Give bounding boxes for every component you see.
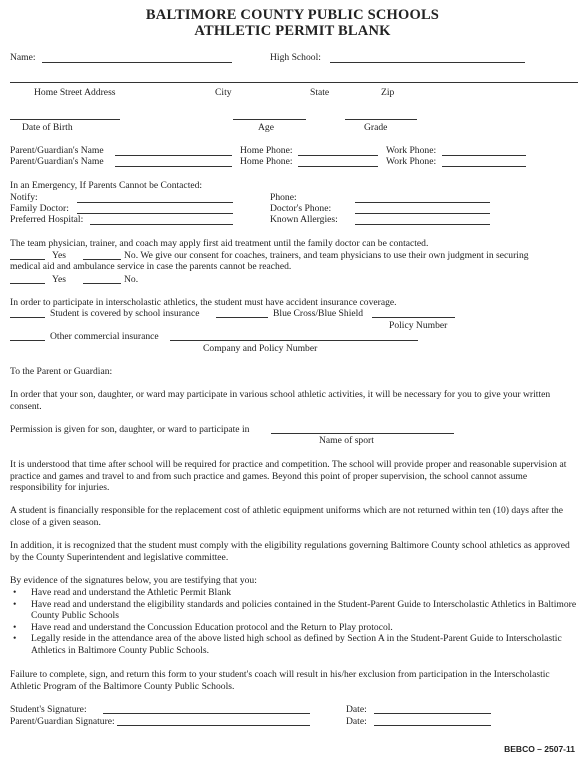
age-field[interactable] [233,119,306,120]
school-insurance-label: Student is covered by school insurance [50,308,200,319]
form-subtitle: ATHLETIC PERMIT BLANK [194,23,391,39]
preferred-hospital-field[interactable] [90,224,233,225]
guardian-2-work-phone-field[interactable] [442,166,526,167]
salutation: To the Parent or Guardian: [10,366,113,377]
emergency-heading: In an Emergency, If Parents Cannot be Contacted: [10,180,203,191]
ambulance-no-label: No. [124,274,139,285]
phone-label: Phone: [270,192,297,203]
form-code: BEBCO – 2507-11 [504,744,575,754]
consent-continuation-text: medical aid and ambulance service in case the parents cannot be reached. [10,261,292,272]
sport-label: Name of sport [319,435,374,446]
notify-label: Notify: [10,192,38,203]
guardian-1-home-phone-field[interactable] [298,155,378,156]
insurance-requirement-text: In order to participate in interscholastic athletics, the student must have accident insurance coverage. [10,297,397,308]
consent-yes-field[interactable] [10,259,45,260]
policy-number-field[interactable] [372,317,455,318]
testimony-item: • Have read and understand the eligibility standards and policies contained in the Student-Parent Guide to Interscholastic Athletics in Baltimore County Public Schools [10,599,580,622]
known-allergies-field[interactable] [355,224,490,225]
grade-field[interactable] [345,119,417,120]
testimony-item: • Legally reside in the attendance area of the above listed high school as defined by Section A in the Student-Parent Guide to Interscholastic Athletics in Baltimore County Public Schools. [10,633,580,656]
parent-signature-field[interactable] [117,725,310,726]
zip-label: Zip [381,87,395,98]
other-insurance-checkbox-field[interactable] [10,340,45,341]
other-insurance-label: Other commercial insurance [50,331,159,342]
ambulance-no-field[interactable] [83,283,121,284]
preferred-hospital-label: Preferred Hospital: [10,214,84,225]
bullet-intro: By evidence of the signatures below, you are testifying that you: [10,575,257,586]
school-insurance-field[interactable] [10,317,45,318]
age-label: Age [258,122,274,133]
guardian-2-work-phone-label: Work Phone: [386,156,437,167]
ambulance-yes-field[interactable] [10,283,45,284]
known-allergies-label: Known Allergies: [270,214,338,225]
city-label: City [215,87,232,98]
company-policy-label: Company and Policy Number [203,343,318,354]
guardian-2-name-label: Parent/Guardian's Name [10,156,104,167]
doctors-phone-label: Doctor's Phone: [270,203,332,214]
family-doctor-label: Family Doctor: [10,203,69,214]
guardian-1-work-phone-label: Work Phone: [386,145,437,156]
guardian-2-name-field[interactable] [115,166,232,167]
permission-label: Permission is given for son, daughter, or ward to participate in [10,424,250,435]
date-of-birth-field[interactable] [10,119,120,120]
policy-number-label: Policy Number [389,320,448,331]
student-signature-field[interactable] [103,713,310,714]
student-date-field[interactable] [374,713,491,714]
notify-field[interactable] [77,202,233,203]
failure-paragraph: Failure to complete, sign, and return this form to your student's coach will result in his/her exclusion from participation in the Interscholastic Athletic Program of the Baltimore County Public Schools. [10,669,550,692]
state-label: State [310,87,330,98]
consent-no-text: No. We give our consent for coaches, trainers, and team physicians to use their own judgment in securing [124,250,529,261]
doctors-phone-field[interactable] [355,213,490,214]
consent-yes-label: Yes [52,250,66,261]
eligibility-paragraph: In addition, it is recognized that the student must comply with the eligibility regulations governing Baltimore County school athletics as approved by the County Superintendent and legislative committee. [10,540,570,563]
guardian-1-work-phone-field[interactable] [442,155,526,156]
equipment-paragraph: A student is financially responsible for the replacement cost of athletic equipment uniforms which are not returned within ten (10) days after the close of a given season. [10,505,564,528]
blue-cross-label: Blue Cross/Blue Shield [273,308,364,319]
blue-cross-checkbox-field[interactable] [216,317,268,318]
parent-date-field[interactable] [374,725,491,726]
testimony-list [10,587,580,657]
student-date-label: Date: [346,704,367,715]
form-title: BALTIMORE COUNTY PUBLIC SCHOOLS [145,7,440,23]
guardian-2-home-phone-label: Home Phone: [240,156,293,167]
testimony-item: • Have read and understand the Athletic Permit Blank [10,587,580,599]
family-doctor-field[interactable] [77,213,233,214]
company-policy-field[interactable] [170,340,418,341]
high-school-field[interactable] [330,62,525,63]
name-field[interactable] [42,62,232,63]
consent-paragraph: In order that your son, daughter, or ward may participate in various school athletic activities, it will be necessary for you to give your written consent. [10,389,551,412]
consent-no-field[interactable] [83,259,121,260]
name-label: Name: [10,52,36,63]
parent-signature-label: Parent/Guardian Signature: [10,716,115,727]
grade-label: Grade [364,122,388,133]
supervision-paragraph: It is understood that time after school will be required for practice and competition. The school will provide proper and reasonable supervision at practice and games and travel to and from such practice and games. Beyond this point of proper supervision, the school cannot assume responsibility for injuries. [10,459,567,494]
sport-field[interactable] [271,433,454,434]
guardian-2-home-phone-field[interactable] [298,166,378,167]
first-aid-text: The team physician, trainer, and coach may apply first aid treatment until the family doctor can be contacted. [10,238,429,249]
guardian-1-name-label: Parent/Guardian's Name [10,145,104,156]
ambulance-yes-label: Yes [52,274,66,285]
date-of-birth-label: Date of Birth [22,122,73,133]
home-street-address-label: Home Street Address [34,87,116,98]
testimony-item: • Have read and understand the Concussion Education protocol and the Return to Play protocol. [10,622,580,634]
guardian-1-name-field[interactable] [115,155,232,156]
student-signature-label: Student's Signature: [10,704,87,715]
high-school-label: High School: [270,52,321,63]
address-field[interactable] [10,82,578,83]
guardian-1-home-phone-label: Home Phone: [240,145,293,156]
phone-field[interactable] [355,202,490,203]
parent-date-label: Date: [346,716,367,727]
